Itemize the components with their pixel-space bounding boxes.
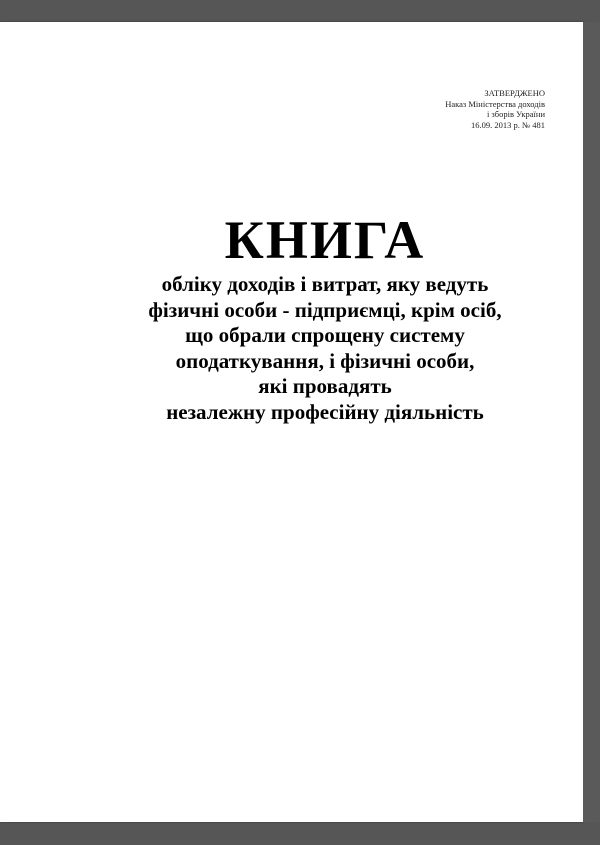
subtitle-line: що обрали спрощену систему: [185, 323, 465, 347]
document-subtitle: [0, 272, 600, 425]
approval-ministry: і зборів України: [486, 109, 545, 119]
approval-stamp: [445, 88, 545, 130]
approval-heading: ЗАТВЕРДЖЕНО: [484, 88, 545, 98]
document-title: КНИГА: [224, 210, 426, 270]
document-page: [0, 22, 583, 822]
subtitle-line: фізичні особи - підприємці, крім осіб,: [148, 297, 502, 322]
approval-date-number: 16.09. 2013 р. № 481: [471, 119, 545, 130]
scrollbar[interactable]: [583, 22, 600, 822]
subtitle-line: які провадять: [258, 374, 392, 398]
subtitle-line: незалежну професійну діяльність: [166, 399, 484, 424]
subtitle-line: оподаткування, і фізичні особи,: [175, 348, 475, 373]
approval-order: Наказ Міністерства доходів: [445, 98, 545, 109]
title-block: [0, 210, 600, 425]
subtitle-line: обліку доходів і витрат, яку ведуть: [161, 272, 489, 296]
